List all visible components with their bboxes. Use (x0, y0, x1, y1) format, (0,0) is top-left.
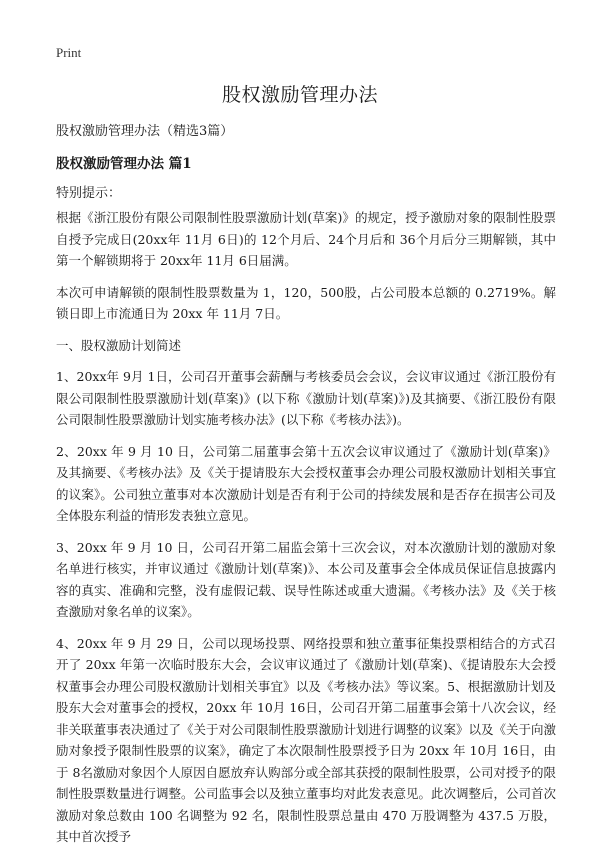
paragraph-item-2: 2、20xx 年 9 月 10 日，公司第二届董事会第十五次会议审议通过了《激励计划(草案)》及其摘要、《考核办法》及《关于提请股东大会授权董事会办理公司股权激励计划相关事宜的议案》。公司独立董事对本次激励计划是否有利于公司的持续发展和是否存在损害公司及全体股东利益的情形发表独立意见。 (56, 443, 556, 523)
paragraph-heading-overview: 一、股权激励计划简述 (56, 337, 182, 353)
section-heading: 股权激励管理办法 篇1 (56, 156, 192, 172)
paragraph-item-4: 4、20xx 年 9 月 29 日，公司以现场投票、网络投票和独立董事征集投票相结合的方式召开了 20xx 年第一次临时股东大会，会议审议通过了《激励计划(草案)、《提请股东大会授权董事会办理公司股权激励计划相关事宜》以及《考核办法》等议案。5、根据激励计划及股东大会对董事会的授权，20xx 年 10月 16日，公司召开第二届董事会第十八次会议，经非关联董事表决通过了《关于对公司限制性股票激励计划进行调整的议案》以及《关于向激励对象授予限制性股票的议案》，确定了本次限制性股票授予日为 20xx 年 10月 16日，由于 8名激励对象因个人原因自愿放弃认购部分或全部其获授的限制性股票，公司对授予的限制性股票数量进行调整。公司监事会以及独立董事均对此发表意见。此次调整后，公司首次激励对象总数由 100 名调整为 92 名，限制性股票总量由 470 万股调整为 437.5 万股，其中首次授予 (56, 635, 557, 844)
paragraph-item-1: 1、20xx年 9月 1日，公司召开董事会薪酬与考核委员会会议，会议审议通过《浙江股份有限公司限制性股票激励计划(草案)》(以下称《激励计划(草案)》)及其摘要、《浙江股份有限公司限制性股票激励计划实施考核办法》(以下称《考核办法》)。 (56, 369, 556, 427)
print-link[interactable]: Print (56, 45, 82, 60)
paragraph-unlock-rule: 根据《浙江股份有限公司限制性股票激励计划(草案)》的规定，授予激励对象的限制性股票自授予完成日(20xx年 11月 6日)的 12个月后、24个月后和 36个月后分三期解锁，其中第一个解锁期将于 20xx年 11月 6日届满。 (56, 210, 556, 268)
document-body (56, 207, 556, 858)
document-title: 股权激励管理办法 (221, 84, 378, 106)
document-subtitle: 股权激励管理办法（精选3篇） (56, 124, 234, 139)
notice-label: 特别提示： (56, 186, 122, 201)
paragraph-unlock-quantity: 本次可申请解锁的限制性股票数量为 1，120，500股，占公司股本总额的 0.2719%。解锁日即上市流通日为 20xx 年 11月 7日。 (56, 284, 556, 321)
paragraph-item-3: 3、20xx 年 9 月 10 日，公司召开第二届监会第十三次会议，对本次激励计划的激励对象名单进行核实，并审议通过《激励计划(草案)》、本公司及董事会全体成员保证信息披露内容的真实、准确和完整，没有虚假记载、误导性陈述或重大遗漏。《考核办法》及《关于核查激励对象名单的议案》。 (56, 539, 556, 619)
